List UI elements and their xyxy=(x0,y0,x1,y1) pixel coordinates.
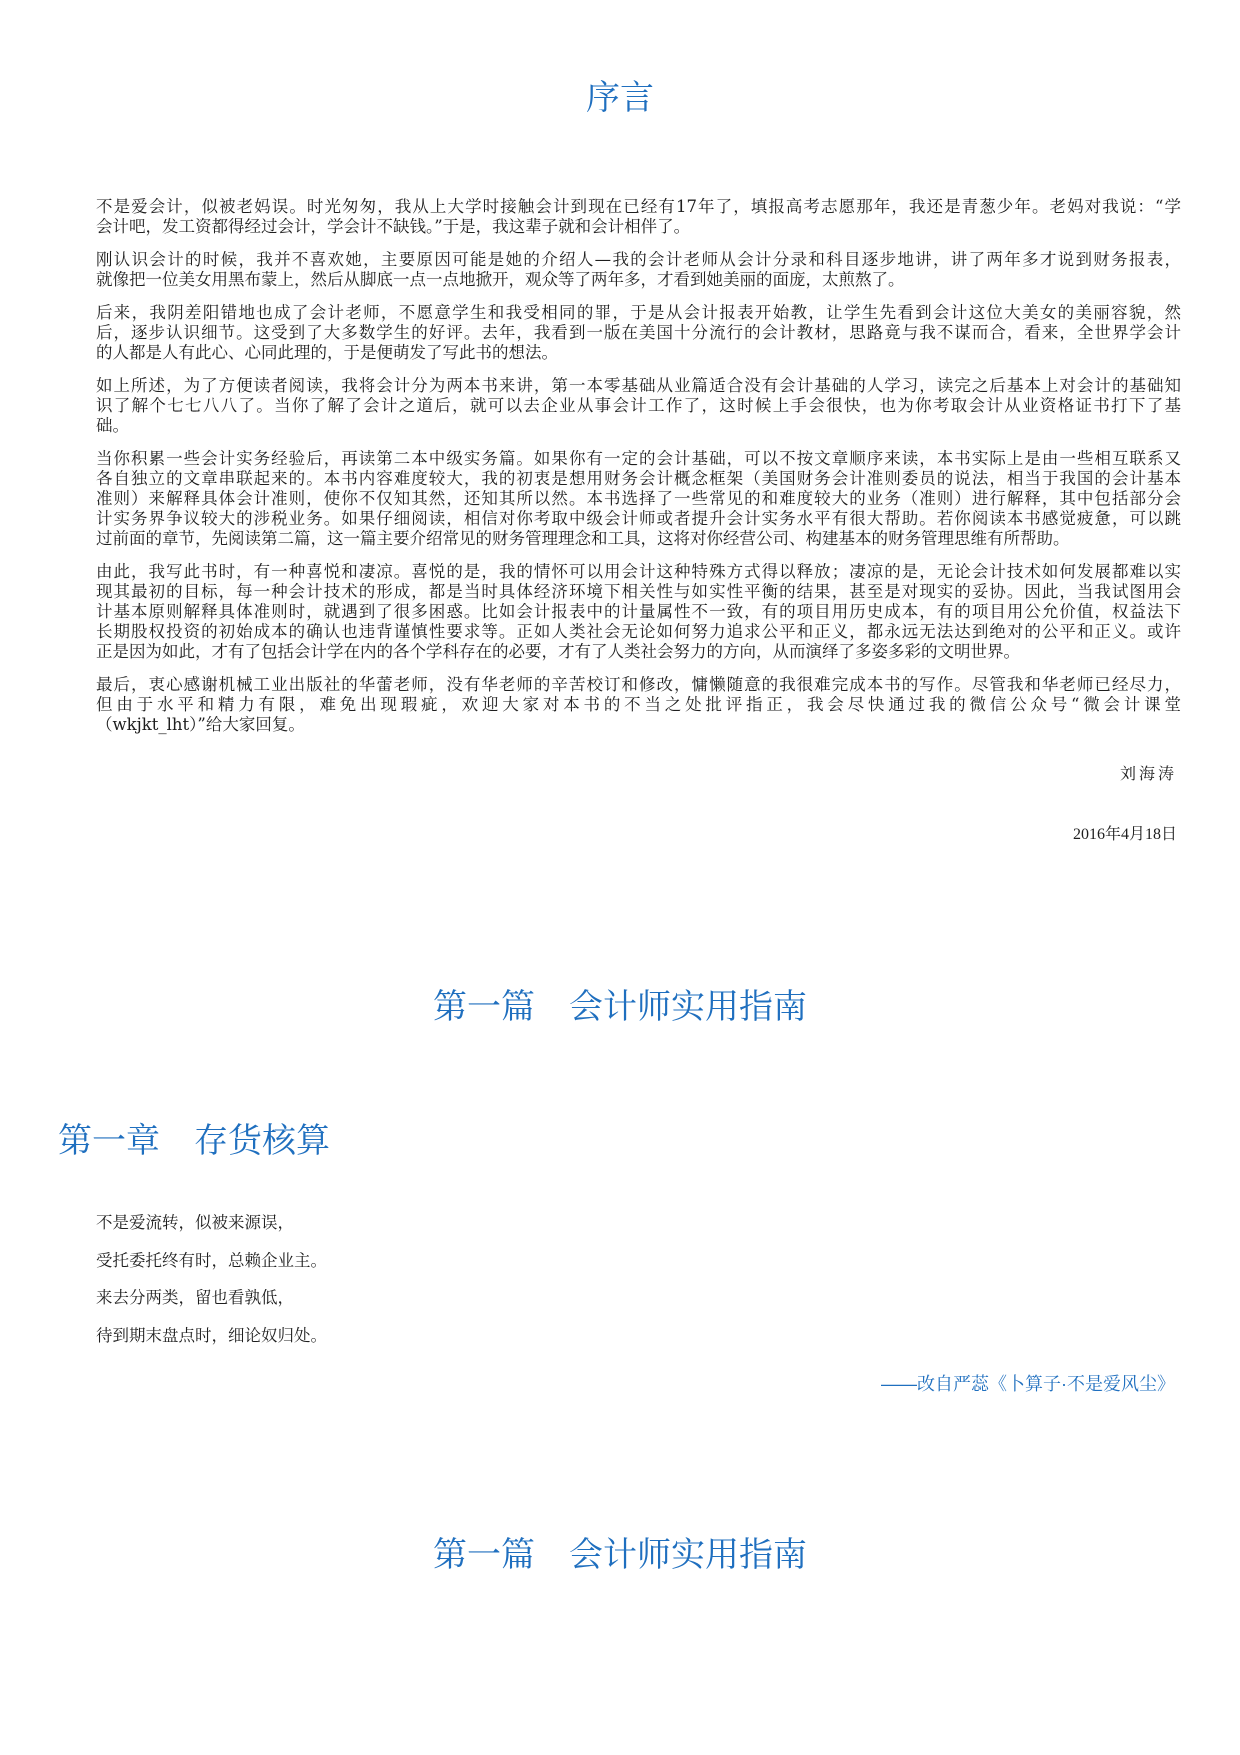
paragraph-line: 础。 xyxy=(96,416,129,435)
paragraph-line: 后来，我阴差阳错地也成了会计老师，不愿意学生和我受相同的罪，于是从会计报表开始教，让学生先看到会计这位大美女的美丽容貌，然 xyxy=(96,303,1181,322)
preface-paragraph xyxy=(96,675,1181,735)
paragraph-line: 长期股权投资的初始成本的确认也违背谨慎性要求等。正如人类社会无论如何努力追求公平和正义，都永远无法达到绝对的公平和正义。或许 xyxy=(96,622,1181,641)
chapter-title: 第一章 存货核算 xyxy=(58,1122,330,1160)
paragraph-line: 的人都是人有此心、心同此理的，于是便萌发了写此书的想法。 xyxy=(96,343,558,362)
paragraph-line: 后，逐步认识细节。这受到了大多数学生的好评。去年，我看到一版在美国十分流行的会计教材，思路竟与我不谋而合，看来，全世界学会计 xyxy=(96,323,1181,342)
paragraph-line: 当你积累一些会计实务经验后，再读第二本中级实务篇。如果你有一定的会计基础，可以不按文章顺序来读，本书实际上是由一些相互联系又 xyxy=(96,449,1181,468)
paragraph-line: 正是因为如此，才有了包括会计学在内的各个学科存在的必要，才有了人类社会努力的方向，从而演绎了多姿多彩的文明世界。 xyxy=(96,642,1020,661)
poem-attribution: ——改自严蕊《卜算子·不是爱风尘》 xyxy=(881,1374,1175,1394)
preface-body xyxy=(96,197,1181,748)
paragraph-line: 如上所述，为了方便读者阅读，我将会计分为两本书来讲，第一本零基础从业篇适合没有会计基础的人学习，读完之后基本上对会计的基础知 xyxy=(96,376,1181,395)
next-part-title: 第一篇 会计师实用指南 xyxy=(433,1536,807,1574)
paragraph-line: 由此，我写此书时，有一种喜悦和凄凉。喜悦的是，我的情怀可以用会计这种特殊方式得以释放；凄凉的是，无论会计技术如何发展都难以实 xyxy=(96,562,1181,581)
paragraph-line: 过前面的章节，先阅读第二篇，这一篇主要介绍常见的财务管理理念和工具，这将对你经营公司、构建基本的财务管理思维有所帮助。 xyxy=(96,529,1070,548)
paragraph-line: 刚认识会计的时候，我并不喜欢她，主要原因可能是她的介绍人—我的会计老师从会计分录和科目逐步地讲，讲了两年多才说到财务报表， xyxy=(96,250,1181,269)
paragraph-line: 最后，衷心感谢机械工业出版社的华蕾老师，没有华老师的辛苦校订和修改，慵懒随意的我很难完成本书的写作。尽管我和华老师已经尽力， xyxy=(96,675,1181,694)
paragraph-line: 现其最初的目标，每一种会计技术的形成，都是当时具体经济环境下相关性与如实性平衡的结果，甚至是对现实的妥协。因此，当我试图用会 xyxy=(96,582,1181,601)
poem-line: 待到期末盘点时，细论奴归处。 xyxy=(96,1325,327,1345)
poem-line: 受托委托终有时，总赖企业主。 xyxy=(96,1250,327,1270)
paragraph-line: 不是爱会计，似被老妈误。时光匆匆，我从上大学时接触会计到现在已经有17年了，填报高考志愿那年，我还是青葱少年。老妈对我说：“学 xyxy=(96,197,1181,216)
poem-line: 不是爱流转，似被来源误， xyxy=(96,1213,294,1232)
preface-date: 2016年4月18日 xyxy=(1072,826,1177,843)
paragraph-line: 计实务界争议较大的涉税业务。如果仔细阅读，相信对你考取中级会计师或者提升会计实务水平有很大帮助。若你阅读本书感觉疲惫，可以跳 xyxy=(96,509,1181,528)
poem-line: 来去分两类，留也看孰低， xyxy=(96,1288,294,1307)
paragraph-line: 会计吧，发工资都得经过会计，学会计不缺钱。”于是，我这辈子就和会计相伴了。 xyxy=(96,217,691,236)
part-title: 第一篇 会计师实用指南 xyxy=(433,988,807,1026)
preface-title: 序言 xyxy=(586,79,654,117)
preface-paragraph xyxy=(96,303,1181,363)
author-signature: 刘海涛 xyxy=(1119,764,1177,783)
preface-paragraph xyxy=(96,376,1181,436)
preface-paragraph xyxy=(96,449,1181,549)
preface-paragraph xyxy=(96,562,1181,662)
paragraph-line: 准则）来解释具体会计准则，使你不仅知其然，还知其所以然。本书选择了一些常见的和难度较大的业务（准则）进行解释，其中包括部分会 xyxy=(96,489,1181,508)
paragraph-line: 识了解个七七八八了。当你了解了会计之道后，就可以去企业从事会计工作了，这时候上手会很快，也为你考取会计从业资格证书打下了基 xyxy=(96,396,1181,415)
preface-paragraph xyxy=(96,250,1181,290)
paragraph-line: 但由于水平和精力有限，难免出现瑕疵，欢迎大家对本书的不当之处批评指正，我会尽快通过我的微信公众号“微会计课堂 xyxy=(96,695,1181,714)
preface-paragraph xyxy=(96,197,1181,237)
paragraph-line: 计基本原则解释具体准则时，就遇到了很多困惑。比如会计报表中的计量属性不一致，有的项目用历史成本，有的项目用公允价值，权益法下 xyxy=(96,602,1181,621)
paragraph-line: 各自独立的文章串联起来的。本书内容难度较大，我的初衷是想用财务会计概念框架（美国财务会计准则委员的说法，相当于我国的会计基本 xyxy=(96,469,1181,488)
chapter-epigraph-poem xyxy=(96,1204,327,1354)
paragraph-line: （wkjkt_lht）”给大家回复。 xyxy=(96,715,305,734)
paragraph-line: 就像把一位美女用黑布蒙上，然后从脚底一点一点地掀开，观众等了两年多，才看到她美丽的面庞，太煎熬了。 xyxy=(96,270,905,289)
